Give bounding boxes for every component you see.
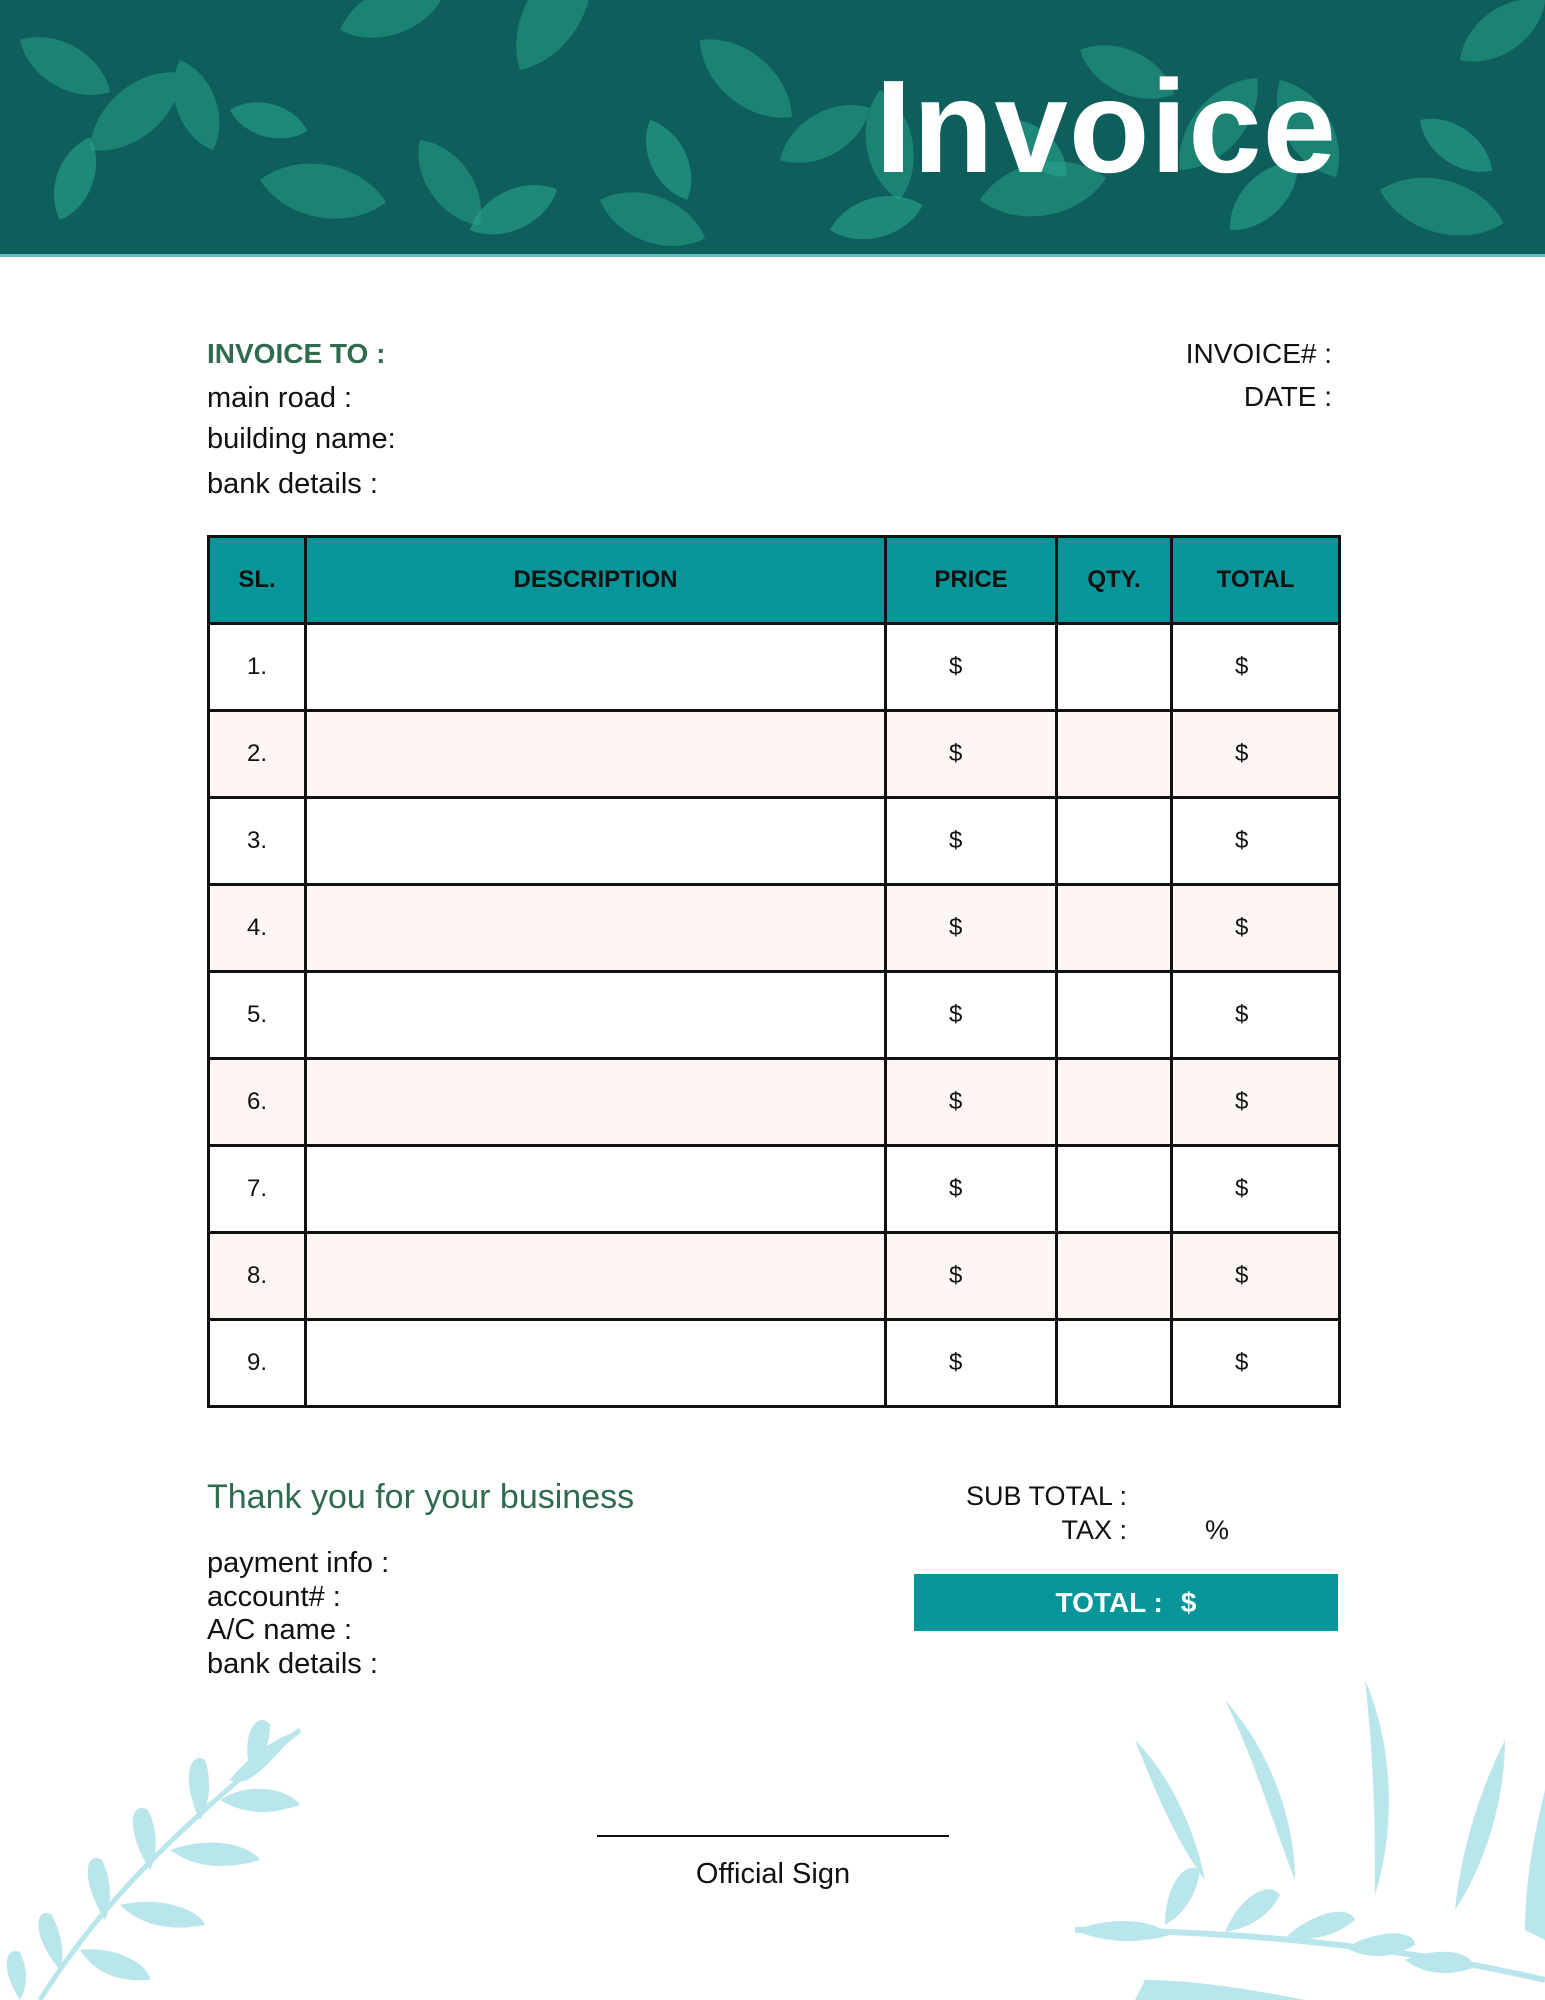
col-header-sl: SL.	[209, 537, 306, 624]
invoice-number-label: INVOICE# :	[1185, 338, 1332, 369]
cell-price[interactable]: $	[886, 1233, 1057, 1320]
page-title: Invoice	[875, 53, 1337, 200]
table-row	[209, 1233, 1340, 1320]
cell-sl: 5.	[209, 972, 306, 1059]
table-row	[209, 624, 1340, 711]
cell-qty[interactable]	[1057, 711, 1172, 798]
total-bar	[914, 1574, 1338, 1631]
cell-price[interactable]: $	[886, 711, 1057, 798]
col-header-description: DESCRIPTION	[306, 537, 886, 624]
cell-total[interactable]: $	[1172, 1320, 1340, 1407]
cell-qty[interactable]	[1057, 1059, 1172, 1146]
cell-price[interactable]: $	[886, 1146, 1057, 1233]
cell-sl: 2.	[209, 711, 306, 798]
cell-total[interactable]: $	[1172, 711, 1340, 798]
cell-total[interactable]: $	[1172, 1059, 1340, 1146]
table-row	[209, 711, 1340, 798]
cell-total[interactable]: $	[1172, 798, 1340, 885]
main-road-label: main road :	[207, 382, 353, 414]
items-table	[207, 535, 1341, 1408]
table-row	[209, 1059, 1340, 1146]
cell-description[interactable]	[306, 798, 886, 885]
signature-line	[597, 1835, 949, 1837]
cell-qty[interactable]	[1057, 624, 1172, 711]
cell-sl: 3.	[209, 798, 306, 885]
cell-description[interactable]	[306, 1146, 886, 1233]
ac-name-label: A/C name :	[207, 1614, 353, 1646]
cell-description[interactable]	[306, 624, 886, 711]
bank-details-label: bank details :	[207, 468, 378, 500]
cell-qty[interactable]	[1057, 972, 1172, 1059]
table-row	[209, 972, 1340, 1059]
payment-info-label: payment info :	[207, 1547, 390, 1579]
total-label: TOTAL :	[1055, 1586, 1163, 1618]
cell-sl: 7.	[209, 1146, 306, 1233]
cell-price[interactable]: $	[886, 972, 1057, 1059]
tax-percent-unit: %	[1205, 1515, 1230, 1545]
table-row	[209, 885, 1340, 972]
cell-total[interactable]: $	[1172, 1146, 1340, 1233]
cell-qty[interactable]	[1057, 1320, 1172, 1407]
cell-description[interactable]	[306, 972, 886, 1059]
cell-price[interactable]: $	[886, 798, 1057, 885]
col-header-price: PRICE	[886, 537, 1057, 624]
cell-price[interactable]: $	[886, 1320, 1057, 1407]
cell-price[interactable]: $	[886, 624, 1057, 711]
account-number-label: account# :	[207, 1581, 341, 1613]
col-header-total: TOTAL	[1172, 537, 1340, 624]
thank-you-message: Thank you for your business	[207, 1478, 635, 1516]
cell-description[interactable]	[306, 711, 886, 798]
cell-total[interactable]: $	[1172, 972, 1340, 1059]
table-row	[209, 1320, 1340, 1407]
table-row	[209, 798, 1340, 885]
invoice-to-label: INVOICE TO :	[207, 338, 386, 369]
cell-sl: 8.	[209, 1233, 306, 1320]
cell-description[interactable]	[306, 1320, 886, 1407]
leaf-decoration-left	[0, 1720, 400, 2000]
cell-total[interactable]: $	[1172, 1233, 1340, 1320]
header-banner	[0, 0, 1545, 257]
cell-description[interactable]	[306, 1233, 886, 1320]
cell-qty[interactable]	[1057, 1233, 1172, 1320]
table-row	[209, 1146, 1340, 1233]
total-currency: $	[1180, 1586, 1197, 1618]
table-header-row	[209, 537, 1340, 624]
cell-total[interactable]: $	[1172, 624, 1340, 711]
cell-price[interactable]: $	[886, 1059, 1057, 1146]
date-label: DATE :	[1243, 381, 1332, 412]
col-header-qty: QTY.	[1057, 537, 1172, 624]
cell-description[interactable]	[306, 1059, 886, 1146]
payment-bank-details-label: bank details :	[207, 1648, 378, 1680]
cell-qty[interactable]	[1057, 885, 1172, 972]
cell-sl: 6.	[209, 1059, 306, 1146]
tax-label: TAX :	[1061, 1515, 1127, 1545]
official-sign-label: Official Sign	[695, 1858, 851, 1890]
cell-sl: 4.	[209, 885, 306, 972]
sub-total-label: SUB TOTAL :	[965, 1481, 1127, 1511]
cell-sl: 1.	[209, 624, 306, 711]
cell-sl: 9.	[209, 1320, 306, 1407]
building-name-label: building name:	[207, 423, 396, 455]
cell-qty[interactable]	[1057, 798, 1172, 885]
leaf-decoration-right	[1075, 1680, 1545, 2000]
cell-total[interactable]: $	[1172, 885, 1340, 972]
cell-description[interactable]	[306, 885, 886, 972]
cell-price[interactable]: $	[886, 885, 1057, 972]
cell-qty[interactable]	[1057, 1146, 1172, 1233]
